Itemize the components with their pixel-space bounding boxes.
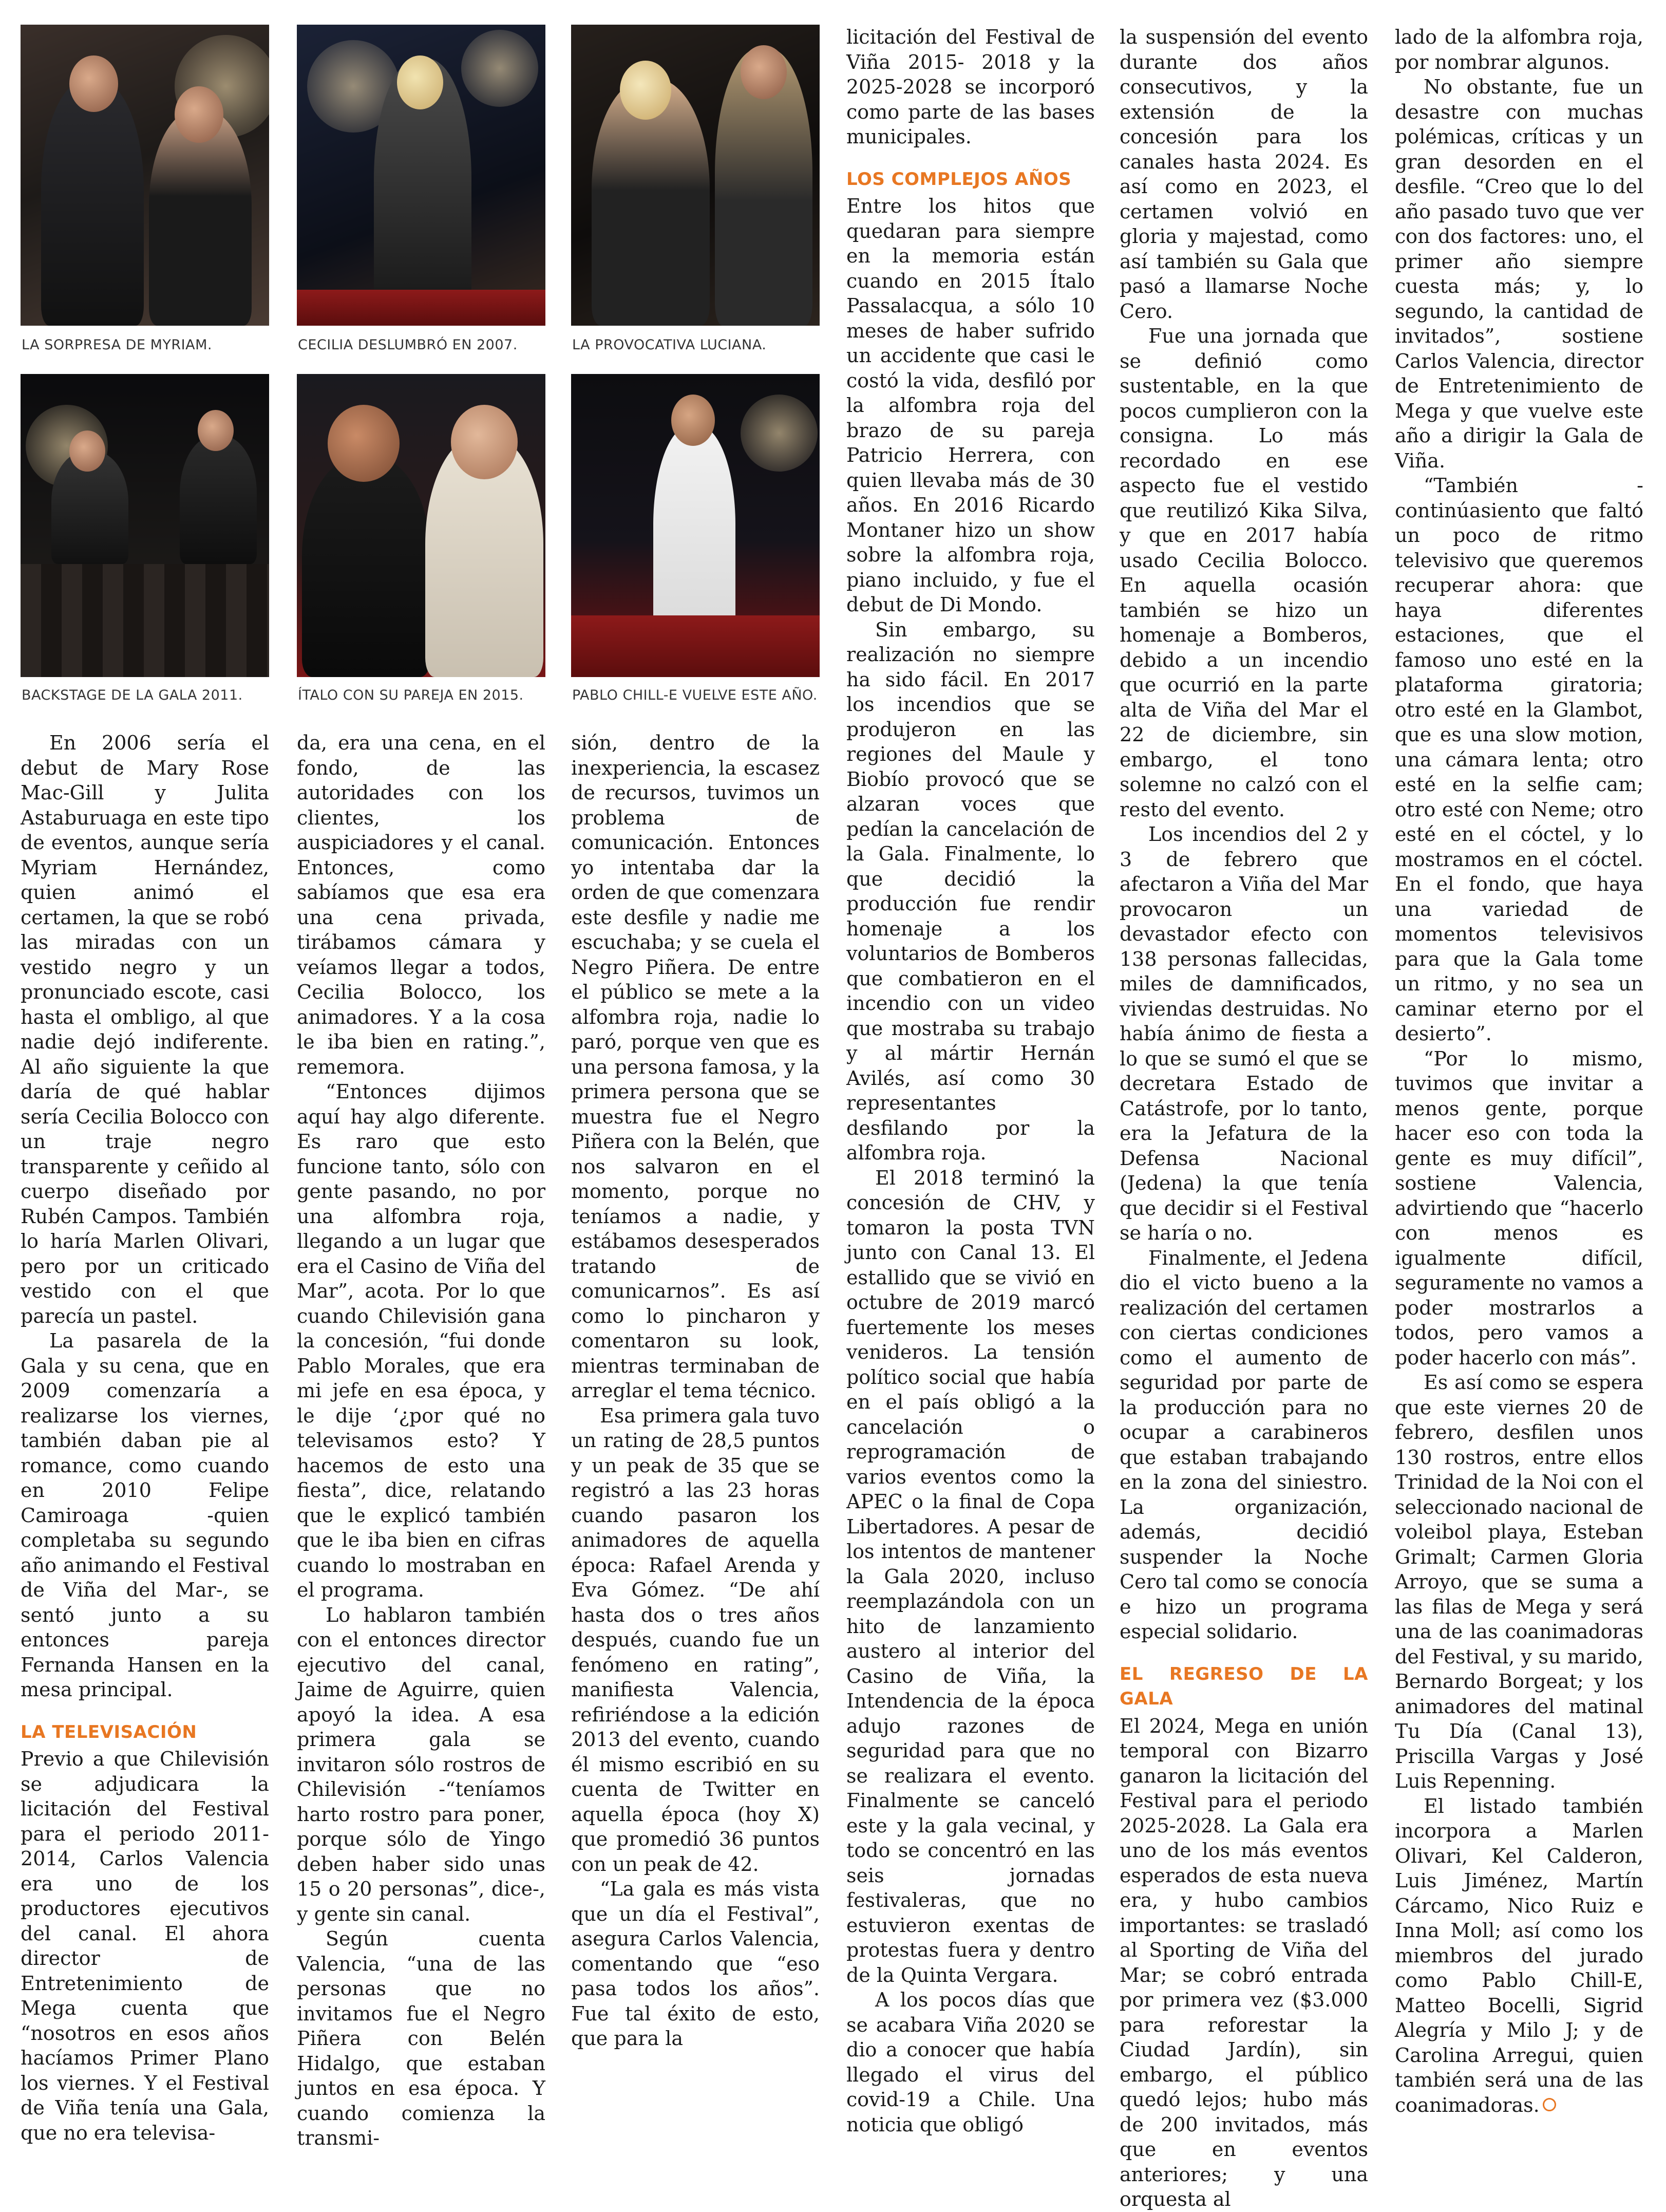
photo-caption: LA SORPRESA DE MYRIAM. bbox=[22, 337, 212, 353]
paragraph: licitación del Festival de Viña 2015- 2018 y la 2025-2028 se incorporó como parte de las bases municipales. bbox=[846, 26, 1095, 148]
section-heading-television: LA TELEVISACIÓN bbox=[21, 1721, 197, 1742]
photo-caption: PABLO CHILL-E VUELVE ESTE AÑO. bbox=[572, 687, 818, 703]
paragraph: El 2024, Mega en unión temporal con Bizarro ganaron la licitación del Festival para el periodo 2025-2028. La Gala era uno de los más eventos esperados de esta nueva era, y hubo cambios importantes: se trasladó al Sporting de Viña del Mar; se cobró entrada por primera vez ($3.000 para reforestar la Ciudad Jardín), sin embargo, el público quedó lejos; hubo más de 200 invitados, más que en eventos anteriores; y una orquesta al bbox=[1120, 1714, 1368, 2210]
paragraph: Entre los hitos que quedaran para siempre en la memoria están cuando en 2015 Ítalo Passalacqua, a sólo 10 meses de haber sufrido un accidente que casi le costó la vida, desfiló por la alfombra roja del brazo de su pareja Patricio Herrera, con quien llevaba más de 30 años. En 2016 Ricardo Montaner hizo un show sobre la alfombra roja, piano incluido, y fue el debut de Di Mondo. bbox=[846, 195, 1095, 616]
photo-luciana bbox=[571, 25, 820, 326]
photo-myriam bbox=[21, 25, 269, 326]
paragraph: Esa primera gala tuvo un rating de 28,5 puntos y un peak de 35 que se registró a las 23 horas cuando pasaron los animadores de aquella época: Rafael Arenda y Eva Gómez. “De ahí hasta dos o tres años después, cuando fue un fenómeno en rating”, manifiesta Valencia, refiriéndose a la edición 2013 del evento, cuando él mismo escribió en su cuenta de Twitter en aquella época (hoy X) que promedió 36 puntos con un peak de 42. bbox=[571, 1404, 820, 1876]
paragraph: Los incendios del 2 y 3 de febrero que afectaron a Viña del Mar provocaron un devastador efecto con 138 personas fallecidas, miles de damnificados, viviendas destruidas. No había ánimo de fiesta a lo que se sumó el que se decretara Estado de Catástrofe, por lo tanto, era la Jefatura de la Defensa Nacional (Jedena) la que tenía que decidir si el Festival se haría o no. bbox=[1120, 823, 1368, 1244]
article-column-4 bbox=[846, 25, 1095, 2137]
paragraph-text: El listado también incorpora a Marlen Olivari, Kel Calderon, Luis Jiménez, Martín Cárcamo, Nico Ruiz e Inna Moll; así como los miembros del jurado como Pablo Chill-E, Matteo Bocelli, Sigrid Alegría y Milo J; y de Carolina Arregui, quien también será una de las coanimadoras. bbox=[1395, 1794, 1643, 2116]
paragraph: Finalmente, el Jedena dio el victo bueno a la realización del certamen con ciertas condiciones como el aumento de seguridad por parte de la producción para no ocupar a carabineros que estaban trabajando en la zona del siniestro. La organización, además, decidió suspender la Noche Cero tal como se conocía e hizo un programa especial solidario. bbox=[1120, 1246, 1368, 1643]
paragraph: En 2006 sería el debut de Mary Rose Mac-Gill y Julita Astaburuaga en este tipo de eventos, aunque sería Myriam Hernández, quien animó el certamen, la que se robó las miradas con un vestido negro y un pronunciado escote, casi hasta el ombligo, al que nadie dejó indiferente. Al año siguiente la que daría de qué hablar sería Cecilia Bolocco con un traje negro transparente y ceñido al cuerpo diseñado por Rubén Campos. También lo haría Marlen Olivari, pero por un criticado vestido con el que parecía un pastel. bbox=[21, 732, 269, 1327]
article-column-5 bbox=[1120, 25, 1368, 2212]
article-column-2 bbox=[297, 730, 545, 2151]
section-heading-return-of-gala: EL REGRESO DE LA GALA bbox=[1120, 1663, 1368, 1709]
paragraph: sión, dentro de la inexperiencia, la escasez de recursos, tuvimos un problema de comunicación. Entonces yo intentaba dar la orden de que comenzara este desfile y nadie me escuchaba; y se cuela el Negro Piñera. De entre el público se mete a la alfombra roja, nadie lo paró, porque ven que es una persona famosa, y la primera persona que se muestra fue el Negro Piñera con la Belén, que nos salvaron en el momento, porque no teníamos a nadie, y estábamos desesperados tratando de comunicarnos”. Es así como lo pincharon y comentaron su look, mientras terminaban de arreglar el tema técnico. bbox=[571, 732, 820, 1402]
paragraph: “Por lo mismo, tuvimos que invitar a menos gente, porque hacer eso con toda la gente es muy difícil”, sostiene Valencia, advirtiendo que “hacerlo con menos es igualmente difícil, seguramente no vamos a poder mostrarlos a todos, pero vamos a poder hacerlo con más”. bbox=[1395, 1047, 1643, 1369]
paragraph: Fue una jornada que se definió como sustentable, en la que pocos cumplieron con la consigna. Lo más recordado en ese aspecto fue el vestido que reutilizó Kika Silva, y que en 2017 había usado Cecilia Bolocco. En aquella ocasión también se hizo un homenaje a Bomberos, debido a un incendio que ocurrió en la parte alta de Viña del Mar el 22 de diciembre, sin embargo, el tono solemne no calzó con el resto del evento. bbox=[1120, 325, 1368, 821]
section-heading-complex-years: LOS COMPLEJOS AÑOS bbox=[846, 168, 1072, 190]
paragraph: La pasarela de la Gala y su cena, que en 2009 comenzaría a realizarse los viernes, también daban pie al romance, como cuando en 2010 Felipe Camiroaga -quien completaba su segundo año animando el Festival de Viña del Mar-, se sentó junto a su entonces pareja Fernanda Hansen en la mesa principal. bbox=[21, 1329, 269, 1701]
article-column-1 bbox=[21, 730, 269, 2145]
photo-italo bbox=[297, 374, 545, 677]
photo-backstage bbox=[21, 374, 269, 677]
photo-caption: LA PROVOCATIVA LUCIANA. bbox=[572, 337, 767, 353]
paragraph: A los pocos días que se acabara Viña 2020 se dio a conocer que había llegado el virus del covid-19 a Chile. Una noticia que obligó bbox=[846, 1989, 1095, 2136]
paragraph: Es así como se espera que este viernes 20 de febrero, desfilen unos 130 rostros, entre ellos Trinidad de la Noi con el seleccionado nacional de voleibol playa, Esteban Grimalt; Carmen Gloria Arroyo, que se suma a las filas de Mega y será una de las coanimadoras del Festival, y su marido, Bernardo Borgeat; y los animadores del matinal Tu Día (Canal 13), Priscilla Vargas y José Luis Repenning. bbox=[1395, 1371, 1643, 1792]
photo-caption: BACKSTAGE DE LA GALA 2011. bbox=[22, 687, 243, 703]
photo-caption: CECILIA DESLUMBRÓ EN 2007. bbox=[298, 337, 518, 353]
paragraph: “Entonces dijimos aquí hay algo diferente. Es raro que esto funcione tanto, sólo con gente pasando, no por una alfombra roja, llegando a un lugar que era el Casino de Viña del Mar”, acota. Por lo que cuando Chilevisión gana la concesión, “fui donde Pablo Morales, que era mi jefe en esa época, y le dije ‘¿por qué no televisamos esto? Y hacemos de esto una fiesta”, dice, relatando que le explicó también que le iba bien en cifras cuando lo mostraban en el programa. bbox=[297, 1080, 545, 1601]
end-mark-icon bbox=[1543, 2098, 1556, 2111]
paragraph: da, era una cena, en el fondo, de las autoridades con los clientes, los auspiciadores y el canal. Entonces, como sabíamos que esa era una cena privada, tirábamos cámara y veíamos llegar a todos, Cecilia Bolocco, los animadores. Y a la cosa le iba bien en rating.”, rememora. bbox=[297, 732, 545, 1078]
paragraph: lado de la alfombra roja, por nombrar algunos. bbox=[1395, 26, 1643, 73]
photo-cecilia bbox=[297, 25, 545, 326]
paragraph: Previo a que Chilevisión se adjudicara la licitación del Festival para el periodo 2011- 2014, Carlos Valencia era uno de los productores ejecutivos del canal. El ahora director de Entretenimiento de Mega cuenta que “nosotros en esos años hacíamos Primer Plano los viernes. Y el Festival de Viña tenía una Gala, que no era televisa- bbox=[21, 1748, 269, 2144]
article-column-6 bbox=[1395, 25, 1643, 2117]
paragraph: Sin embargo, su realización no siempre ha sido fácil. En 2017 los incendios que se produjeron en las regiones del Maule y Biobío provocó que se alzaran voces que pedían la cancelación de la Gala. Finalmente, lo que decidió la producción fue rendir homenaje a los voluntarios de Bomberos que combatieron en el incendio con un video que mostraba su trabajo y al mártir Hernán Avilés, así como 30 representantes desfilando por la alfombra roja. bbox=[846, 618, 1095, 1164]
paragraph: El 2018 terminó la concesión de CHV, y tomaron la posta TVN junto con Canal 13. El estallido que se vivió en octubre de 2019 marcó fuertemente los meses venideros. La tensión político social que había en el país obligó a la cancelación o reprogramación de varios eventos como la APEC o la final de Copa Libertadores. A pesar de los intentos de mantener la Gala 2020, incluso reemplazándola con un hito de lanzamiento austero al interior del Casino de Viña, la Intendencia de la época adujo razones de seguridad para que no se realizara el evento. Finalmente se canceló este y la gala vecinal, y todo se concentró en las seis jornadas festivaleras, que no estuvieron exentas de protestas fuera y dentro de la Quinta Vergara. bbox=[846, 1166, 1095, 1986]
paragraph: la suspensión del evento durante dos años consecutivos, y la extensión de la concesión para los canales hasta 2024. Es así como en 2023, el certamen volvió en gloria y majestad, como así también su Gala que pasó a llamarse Noche Cero. bbox=[1120, 26, 1368, 323]
paragraph: Lo hablaron también con el entonces director ejecutivo del canal, Jaime de Aguirre, quien apoyó la idea. A esa primera gala se invitaron sólo rostros de Chilevisión -“teníamos harto rostro para poner, porque sólo de Yingo deben haber sido unas 15 o 20 personas”, dice-, y gente sin canal. bbox=[297, 1603, 545, 1925]
article-column-3 bbox=[571, 730, 820, 2051]
paragraph bbox=[1395, 1794, 1643, 2118]
photo-caption: ÍTALO CON SU PAREJA EN 2015. bbox=[298, 687, 524, 703]
paragraph: Según cuenta Valencia, “una de las personas que no invitamos fue el Negro Piñera con Belén Hidalgo, que estaban juntos en esa época. Y cuando comienza la transmi- bbox=[297, 1927, 545, 2149]
photo-pablo-chill-e bbox=[571, 374, 820, 677]
paragraph: “También -continúasiento que faltó un poco de ritmo televisivo que queremos recuperar ahora: que haya diferentes estaciones, que el famoso uno esté en la plataforma giratoria; otro esté en la Glambot, que es una slow motion, una cámara lenta; otro esté en la selfie cam; otro esté con Neme; otro esté en el cóctel, y lo mostramos en el cóctel. En el fondo, que haya una variedad de momentos televisivos para que la Gala tome un ritmo, y no sea un caminar eterno por el desierto”. bbox=[1395, 474, 1643, 1045]
paragraph: No obstante, fue un desastre con muchas polémicas, críticas y un gran desorden en el desfile. “Creo que lo del año pasado tuvo que ver con dos factores: uno, el primer año siempre cuesta más; y, lo segundo, la cantidad de invitados”, sostiene Carlos Valencia, director de Entretenimiento de Mega y que vuelve este año a dirigir la Gala de Viña. bbox=[1395, 76, 1643, 472]
paragraph: “La gala es más vista que un día el Festival”, asegura Carlos Valencia, comentando que “eso pasa todos los años”. Fue tal éxito de esto, que para la bbox=[571, 1878, 820, 2050]
